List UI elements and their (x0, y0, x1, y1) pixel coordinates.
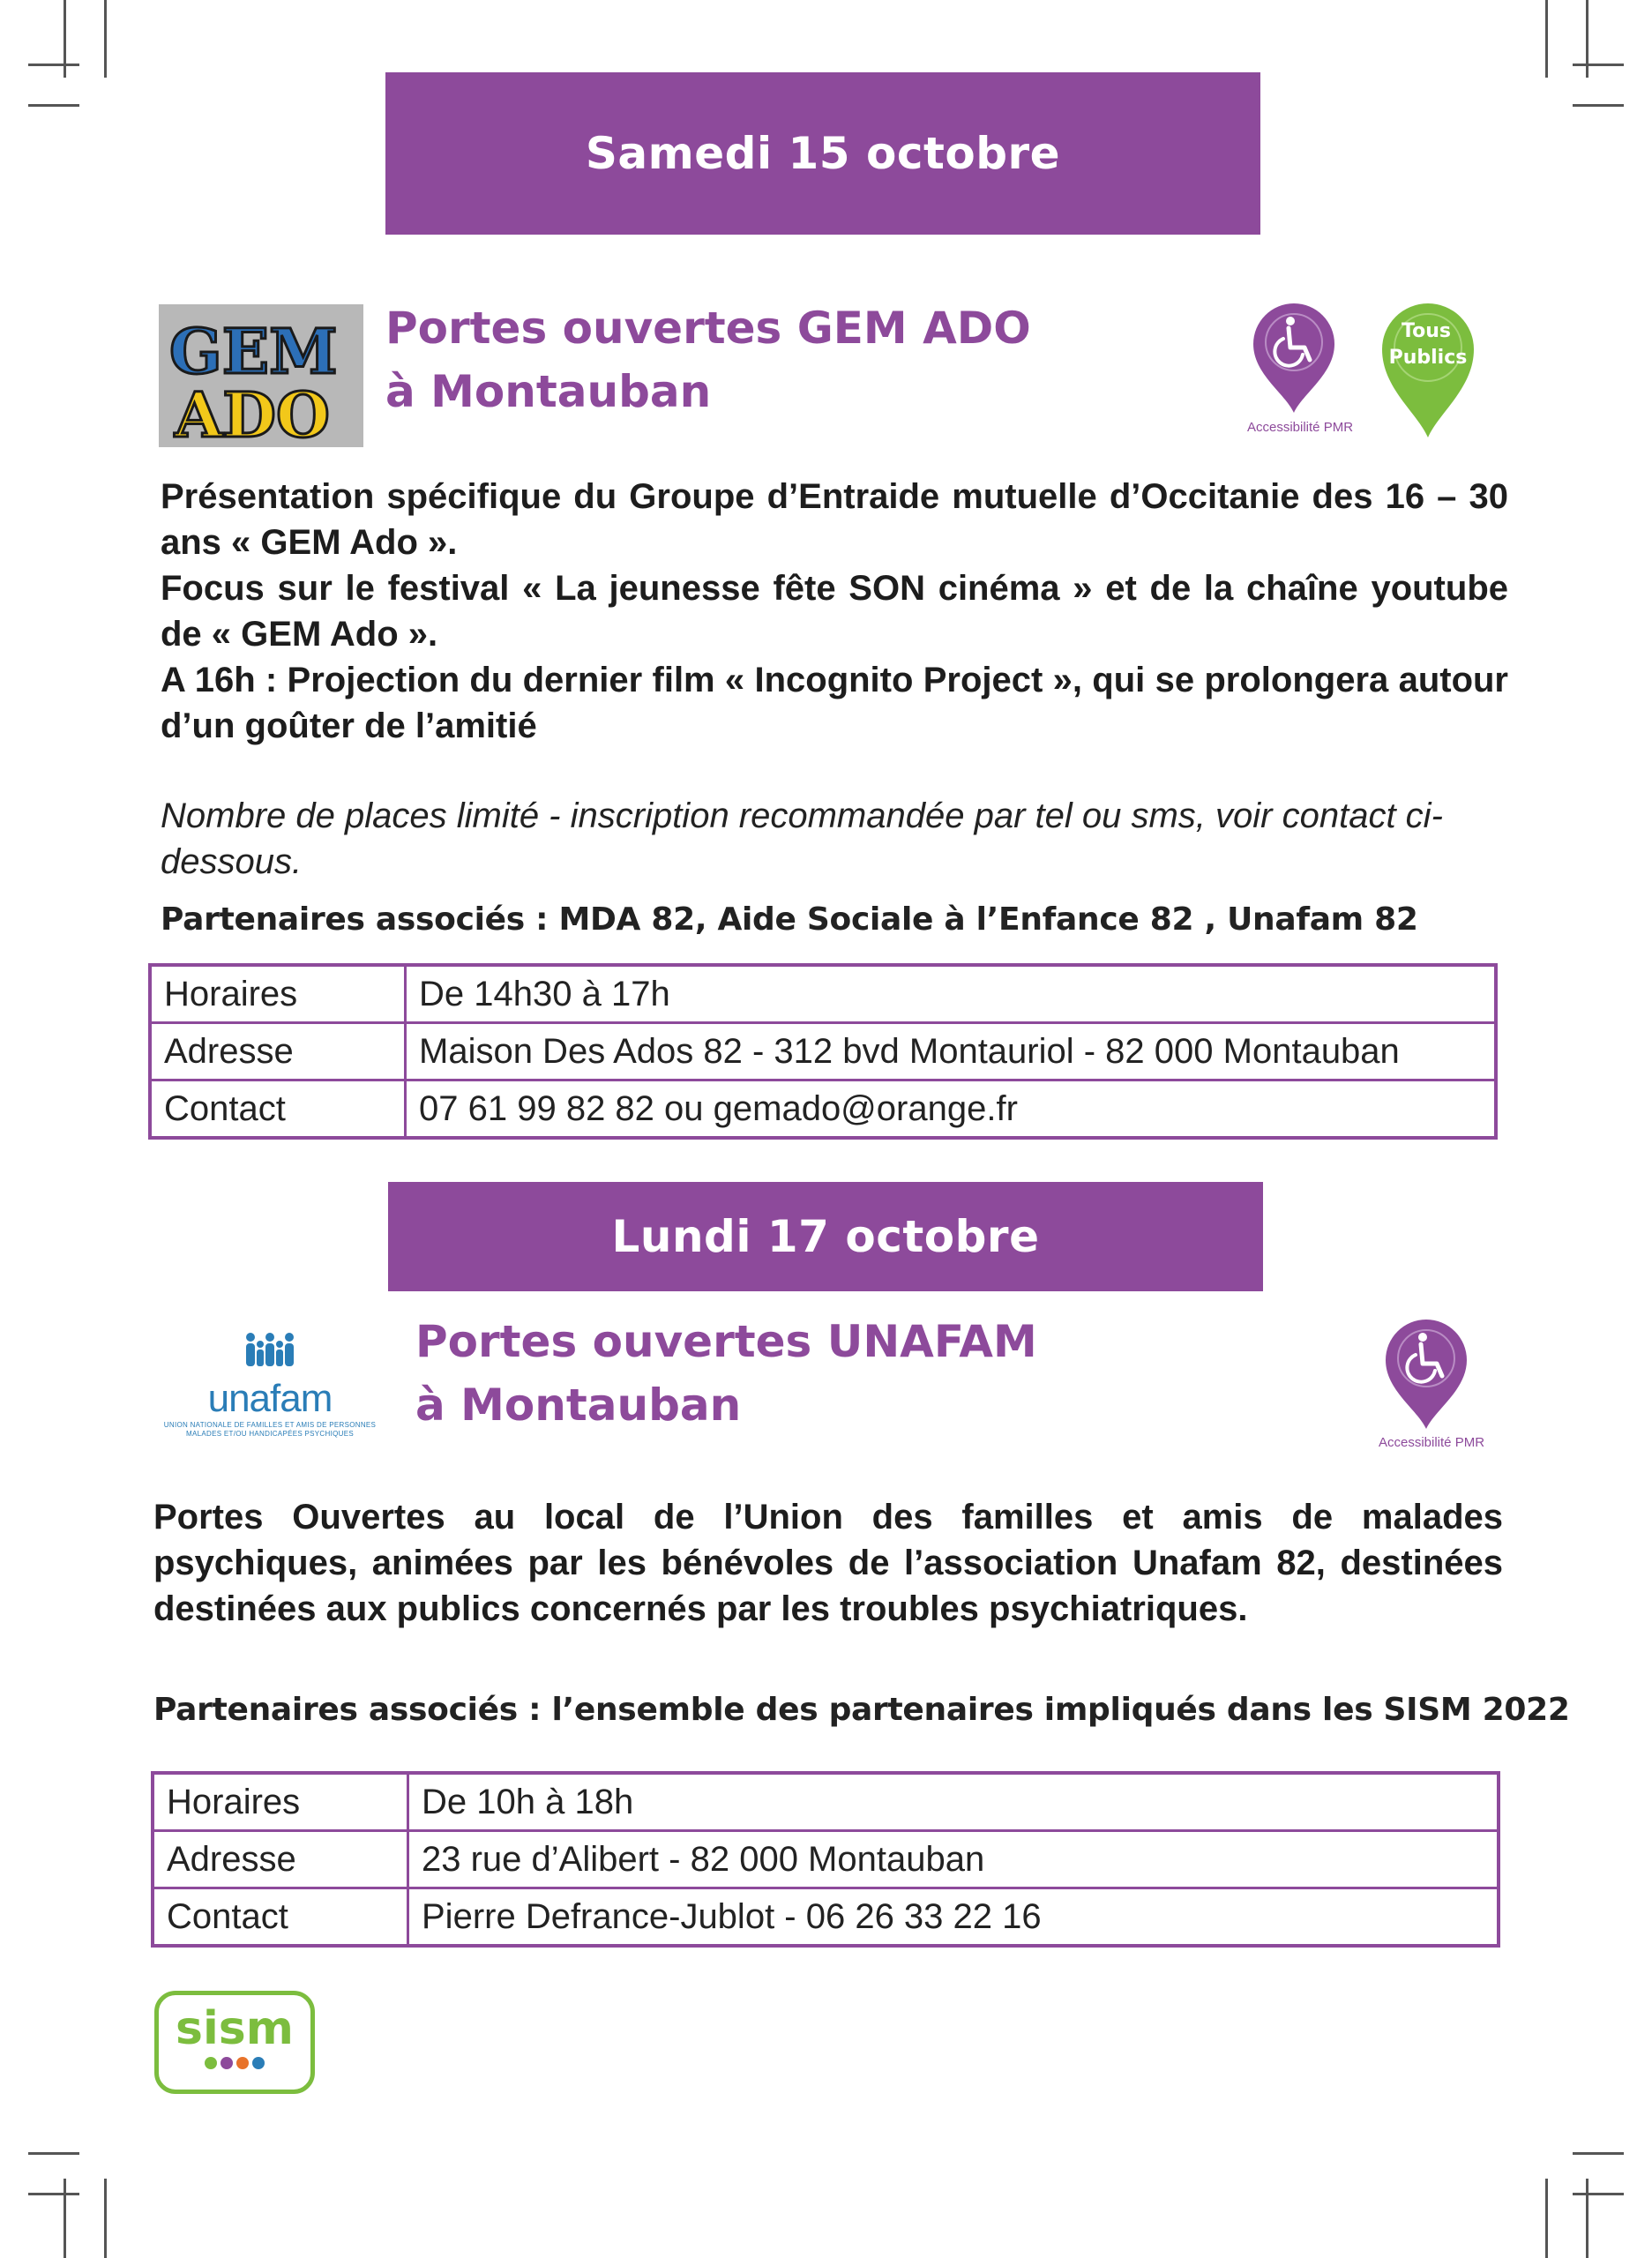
table-label: Contact (150, 1080, 406, 1139)
crop-mark (1573, 104, 1624, 107)
gem-ado-logo (159, 304, 363, 447)
table-value: 07 61 99 82 82 ou gemado@orange.fr (406, 1080, 1497, 1139)
people-icon (242, 1332, 298, 1369)
crop-mark (28, 104, 79, 107)
description-paragraph: Portes Ouvertes au local de l’Union des familles et amis de malades psychiques, animées par les bénévoles de l’association Unafam 82, destinées destinées aux publics concernés par les troubles psychiatriques. (153, 1498, 1503, 1628)
table-row (153, 1773, 1499, 1831)
wheelchair-icon (1252, 302, 1336, 415)
table-label: Adresse (150, 1023, 406, 1080)
event-description (161, 474, 1508, 749)
crop-mark (28, 2193, 79, 2195)
crop-mark (1573, 64, 1624, 66)
sism-logo (154, 1991, 315, 2094)
table-row (153, 1888, 1499, 1947)
wheelchair-icon (1384, 1318, 1469, 1431)
event-title (385, 296, 1031, 423)
crop-mark (1545, 2179, 1548, 2258)
crop-mark (1586, 2179, 1588, 2258)
table-row (153, 1831, 1499, 1888)
crop-mark (1545, 0, 1548, 78)
date-banner (385, 72, 1260, 235)
accessibility-pmr-badge (1384, 1318, 1469, 1431)
table-value: De 10h à 18h (408, 1773, 1499, 1831)
table-value: Pierre Defrance-Jublot - 06 26 33 22 16 (408, 1888, 1499, 1947)
table-label: Horaires (153, 1773, 408, 1831)
pmr-caption: Accessibilité PMR (1247, 420, 1354, 435)
gem-ado-logo-line1: GEM (169, 315, 338, 388)
unafam-logo (150, 1332, 390, 1438)
table-value: 23 rue d’Alibert - 82 000 Montauban (408, 1831, 1499, 1888)
crop-mark (28, 64, 79, 66)
event-title-line1: Portes ouvertes GEM ADO (385, 303, 1031, 354)
pmr-caption: Accessibilité PMR (1379, 1435, 1485, 1450)
event-description (153, 1494, 1503, 1632)
date-heading: Lundi 17 octobre (611, 1211, 1040, 1262)
tous-publics-line2: Publics (1388, 347, 1468, 369)
sism-dots (159, 2057, 310, 2069)
table-value: Maison Des Ados 82 - 312 bvd Montauriol - 82 000 Montauban (406, 1023, 1497, 1080)
unafam-subtitle-line2: MALADES ET/OU HANDICAPÉES PSYCHIQUES (186, 1430, 354, 1438)
table-label: Adresse (153, 1831, 408, 1888)
gem-ado-logo-art (159, 304, 363, 447)
table-label: Contact (153, 1888, 408, 1947)
crop-mark (28, 2152, 79, 2155)
unafam-subtitle-line1: UNION NATIONALE DE FAMILLES ET AMIS DE PERSONNES (163, 1421, 377, 1429)
unafam-wordmark: unafam (207, 1377, 333, 1420)
registration-note: Nombre de places limité - inscription recommandée par tel ou sms, voir contact ci-dessous. (161, 796, 1443, 881)
crop-mark (1573, 2152, 1624, 2155)
description-paragraph: Focus sur le festival « La jeunesse fête SON cinéma » et de la chaîne youtube de « GEM Ado ». (161, 569, 1508, 654)
location-pin-icon (1380, 302, 1476, 439)
info-table (148, 963, 1498, 1140)
partners-line: Partenaires associés : l’ensemble des partenaires impliqués dans les SISM 2022 (153, 1692, 1570, 1728)
event-title (415, 1310, 1037, 1437)
partners-line: Partenaires associés : MDA 82, Aide Sociale à l’Enfance 82 , Unafam 82 (161, 901, 1418, 938)
date-banner (388, 1182, 1263, 1291)
sism-wordmark: sism (176, 2002, 294, 2055)
table-row (150, 965, 1496, 1023)
crop-mark (104, 2179, 107, 2258)
date-heading: Samedi 15 octobre (585, 128, 1061, 179)
crop-mark (64, 2179, 66, 2258)
table-row (150, 1023, 1496, 1080)
accessibility-pmr-badge (1252, 302, 1336, 415)
info-table (151, 1771, 1500, 1948)
table-value: De 14h30 à 17h (406, 965, 1497, 1023)
tous-publics-badge (1380, 302, 1476, 439)
tous-publics-line1: Tous (1402, 320, 1451, 342)
crop-mark (104, 0, 107, 78)
event-title-line2: à Montauban (415, 1379, 742, 1431)
table-row (150, 1080, 1496, 1139)
description-paragraph: A 16h : Projection du dernier film « Incognito Project », qui se prolongera autour d’un goûter de l’amitié (161, 661, 1508, 745)
gem-ado-logo-line2: ADO (175, 378, 330, 447)
crop-mark (1573, 2193, 1624, 2195)
table-label: Horaires (150, 965, 406, 1023)
description-paragraph: Présentation spécifique du Groupe d’Entraide mutuelle d’Occitanie des 16 – 30 ans « GEM Ado ». (161, 477, 1508, 562)
event-title-line1: Portes ouvertes UNAFAM (415, 1316, 1037, 1367)
event-title-line2: à Montauban (385, 366, 712, 417)
